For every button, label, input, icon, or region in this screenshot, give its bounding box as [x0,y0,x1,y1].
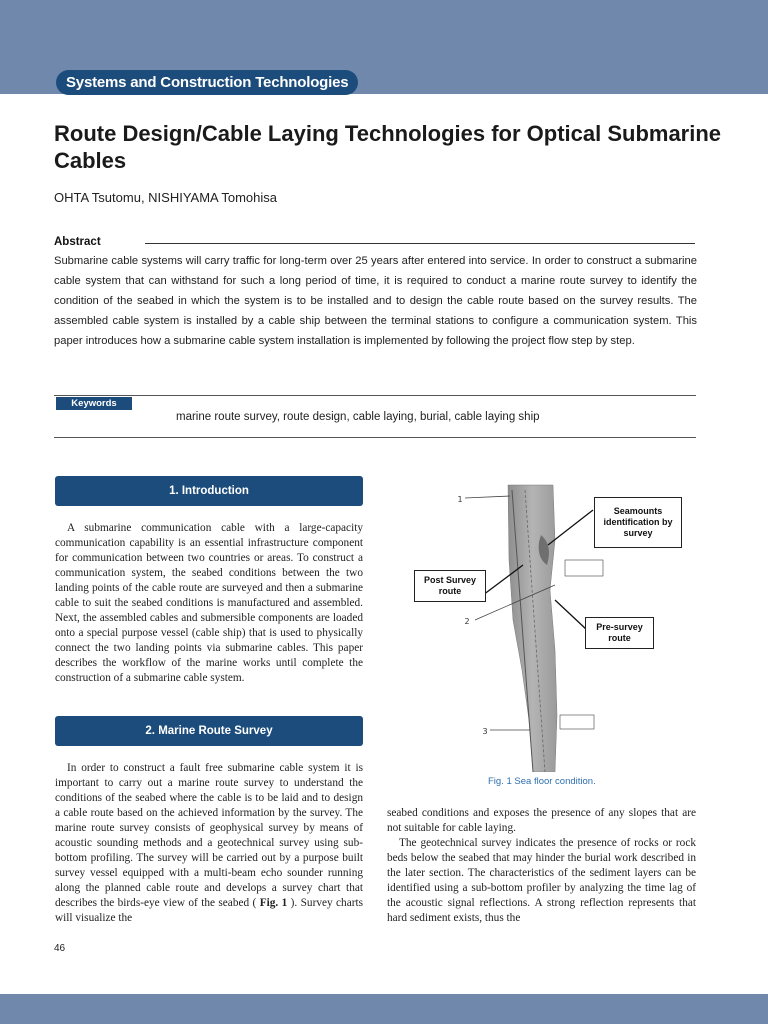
section-category-pill: Systems and Construction Technologies [56,70,358,95]
footer-band [0,994,768,1024]
abstract-heading: Abstract [54,236,101,248]
pointer-pre-survey [555,600,587,630]
paper-authors: OHTA Tsutomu, NISHIYAMA Tomohisa [54,190,278,205]
figure-reference: Fig. 1 [259,897,288,909]
introduction-paragraph: A submarine communication cable with a large-capacity communication capability is an essential infrastructure component for communication between two countries or areas. To construct a communication system, the seabed conditions between the two landing points of the cable route are surveyed and then a submarine cable to suit the seabed conditions is manufactured and assembled. Next, the assembled cables and submersible components are loaded onto a special purpose vessel (cable ship) that is used to physically connect the two landing points via submarine cables. This paper describes the workflow of the marine works until complete the construction of a submarine cable system. [55,522,363,684]
keywords-label: Keywords [56,397,132,410]
sea-floor-figure [405,480,695,772]
marker-2-label: 2 [464,617,470,626]
section-heading-marine-route-survey: 2. Marine Route Survey [55,716,363,746]
marker-3-label: 3 [482,727,488,736]
survey-text-part: In order to construct a fault free submarine cable system it is important to carry out a marine route survey to understand the conditions of the seabed where the cable is to be laid and to design a cable route based on the achieved information by the survey. The marine route survey consists of geophysical survey by means of acoustic sounding methods and a geotechnical survey using sub-bottom profiling. The survey will be carried out by a purpose built survey vessel equipped with a multi-beam echo sounder running along the planned cable route and develops a survey chart that describes the birds-eye view of the seabed ( [55,762,363,909]
survey-text-part: ). Survey charts will visualize the [55,897,364,924]
page-number: 46 [54,943,66,954]
chart-annotation-box [560,715,594,729]
section-heading-introduction: 1. Introduction [55,476,363,506]
seabed-strip [508,485,557,772]
right-column-paragraph-1: seabed conditions and exposes the presence of any slopes that are not suitable for cable laying. [387,807,696,834]
abstract-text: Submarine cable systems will carry traffic for long-term over 25 years after entered into service. In order to construct a submarine cable system that can withstand for such a long period of time, it is required to conduct a marine route survey to identify the condition of the seabed in which the system is to be installed and to design the cable route based on the survey results. The assembled cable system is installed by a cable ship between the terminal stations to configure a communication system. This paper introduces how a submarine cable system installation is implemented by following the project flow step by step. [54,255,697,347]
keywords-bottom-rule [54,437,696,438]
pointer-marker-1 [465,496,510,498]
marine-route-survey-paragraph [55,761,363,926]
callout-pre-survey-route: Pre-survey route [585,617,654,649]
figure-caption: Fig. 1 Sea floor condition. [488,776,596,787]
keywords-top-rule [54,395,696,396]
paper-title: Route Design/Cable Laying Technologies for Optical Submarine Cables [54,121,722,173]
callout-seamounts: Seamounts identification by survey [594,497,682,548]
chart-annotation-box [565,560,603,576]
right-column-paragraph-2: The geotechnical survey indicates the presence of rocks or rock beds below the seabed that may hinder the burial work described in the later section. The characteristics of the sediment layers can be identified using a sub-bottom profiler by analyzing the time lag of the acoustic signal reflections. A strong reflection represents that hard sediment exists, thus the [387,837,696,924]
abstract-divider [145,243,695,244]
keywords-text: marine route survey, route design, cable laying, burial, cable laying ship [176,411,540,423]
callout-post-survey-route: Post Survey route [414,570,486,602]
marker-1-label: 1 [457,495,463,504]
